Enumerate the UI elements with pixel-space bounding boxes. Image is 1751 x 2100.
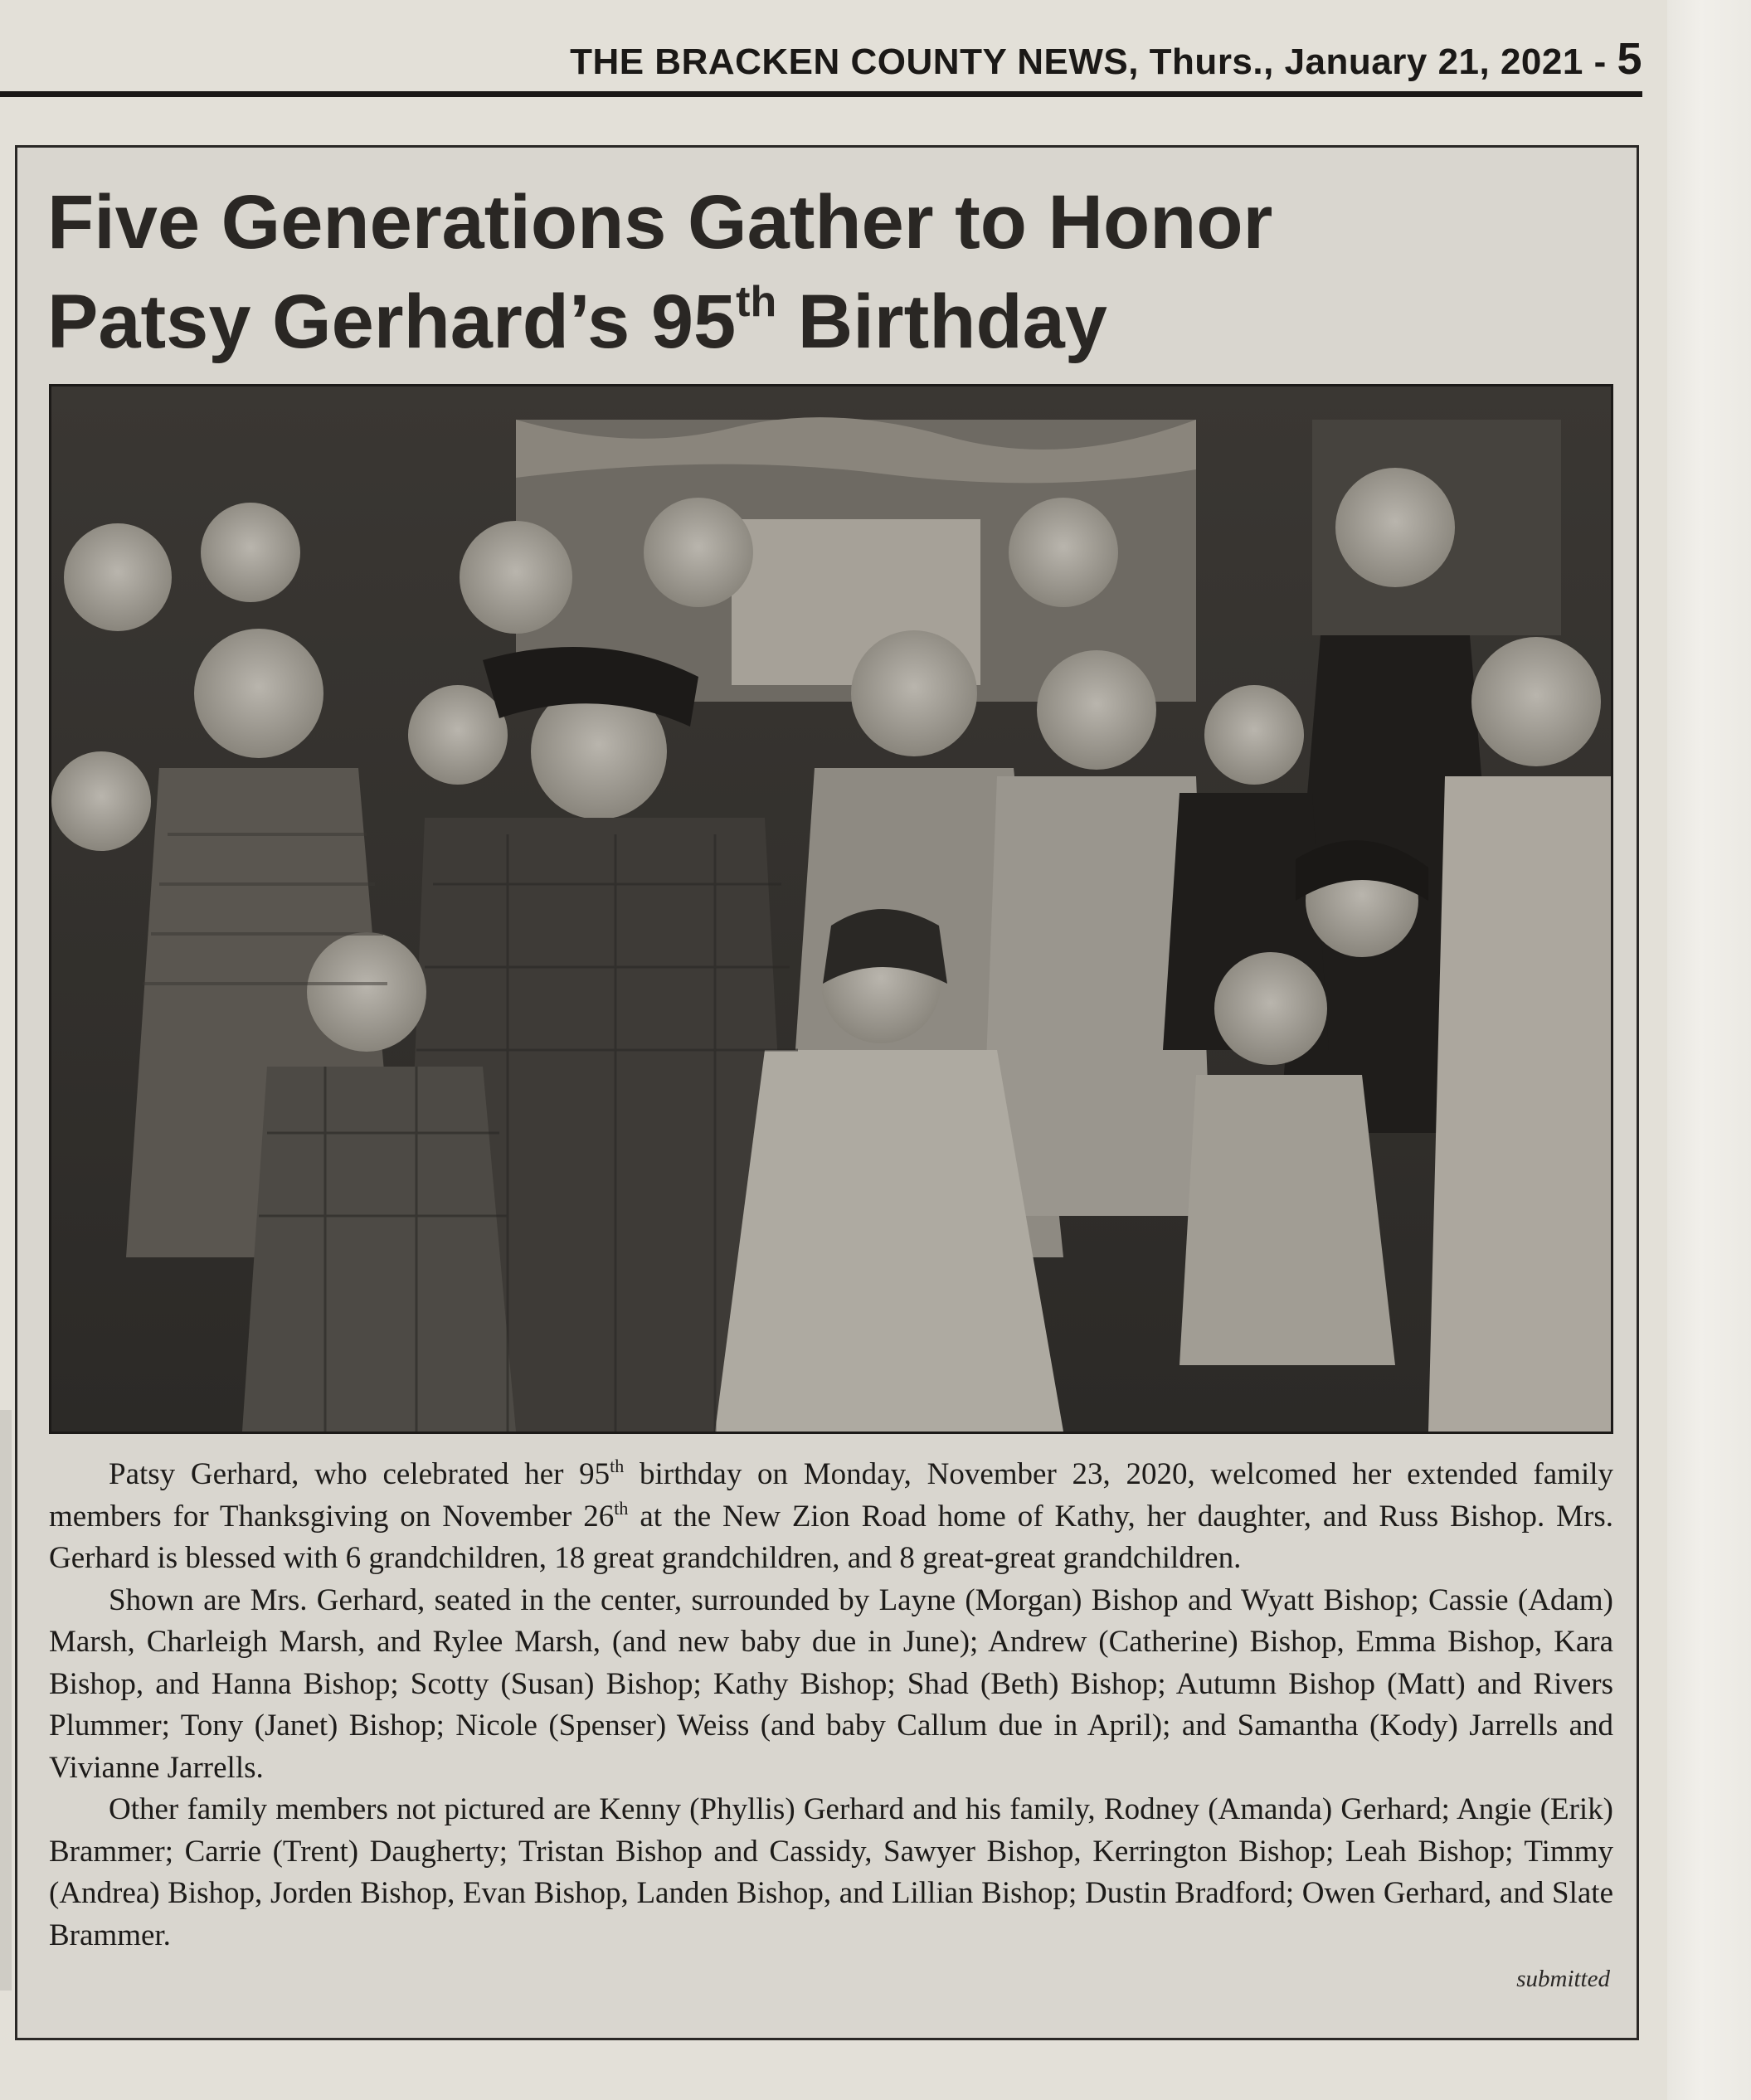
masthead-text <box>570 33 1642 85</box>
adjacent-column-bleed <box>0 1410 12 1991</box>
caption <box>49 1454 1613 1957</box>
article-box <box>15 145 1639 2040</box>
headline-line-2-end: Birthday <box>776 280 1107 364</box>
caption-paragraph-3: Other family members not pictured are Kenny (Phyllis) Gerhard and his family, Rodney (Amanda) Gerhard; Angie (Erik) Brammer; Carrie (Trent) Daugherty; Tristan Bishop and Cassidy, Sawyer Bishop, Kerrington Bishop; Leah Bishop; Timmy (Andrea) Bishop, Jorden Bishop, Evan Bishop, Landen Bishop, and Lillian Bishop; Dustin Bradford; Owen Gerhard, and Slate Brammer. <box>49 1792 1613 1952</box>
caption-paragraph-1: Patsy Gerhard, who celebrated her 95th birthday on Monday, November 23, 2020, welcomed her extended family members for Thanksgiving on November 26th at the New Zion Road home of Kathy, her daughter, and Russ Bishop. Mrs. Gerhard is blessed with 6 grandchildren, 18 great grandchildren, and 8 great-great grandchildren. <box>49 1456 1614 1575</box>
family-photo <box>49 384 1613 1434</box>
page-number: 5 <box>1617 34 1642 84</box>
paper-edge <box>1667 0 1751 2100</box>
masthead-title: THE BRACKEN COUNTY NEWS, Thurs., January 21, 2021 - <box>570 41 1617 82</box>
headline-superscript: th <box>736 278 777 326</box>
headline <box>47 173 1623 372</box>
masthead <box>0 33 1642 97</box>
headline-line-1: Five Generations Gather to Honor <box>47 180 1273 265</box>
family-photo-illustration <box>51 386 1611 1432</box>
headline-line-2: Patsy Gerhard’s 95 <box>47 280 737 364</box>
photo-credit: submitted <box>1516 1966 1610 1992</box>
caption-paragraph-2: Shown are Mrs. Gerhard, seated in the center, surrounded by Layne (Morgan) Bishop and Wyatt Bishop; Cassie (Adam) Marsh, Charleigh Marsh, and Rylee Marsh, (and new baby due in June); Andrew (Catherine) Bishop, Emma Bishop, Kara Bishop, and Hanna Bishop; Scotty (Susan) Bishop; Kathy Bishop; Shad (Beth) Bishop; Autumn Bishop (Matt) and Rivers Plummer; Tony (Janet) Bishop; Nicole (Spenser) Weiss (and baby Callum due in April); and Samantha (Kody) Jarrells and Vivianne Jarrells. <box>49 1582 1613 1785</box>
